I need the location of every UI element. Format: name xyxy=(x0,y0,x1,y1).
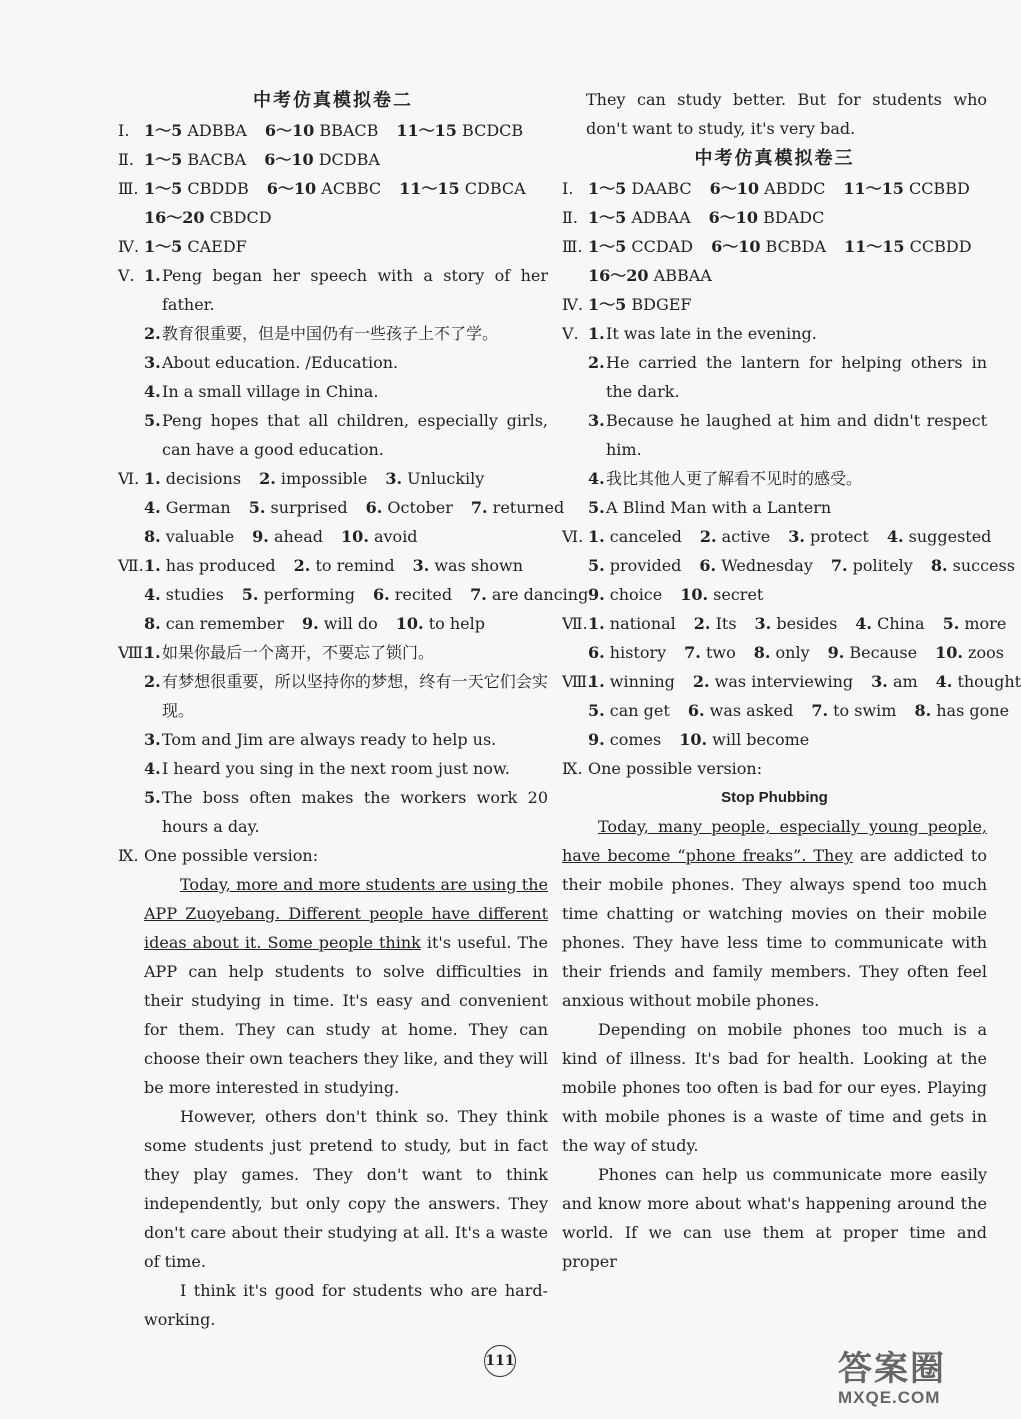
left-column xyxy=(118,85,589,1334)
answer-row-part-3b: 16～20 ABBAA xyxy=(588,266,712,285)
part-9-writing: Ⅸ. One possible version: Stop Phubbing Today, many people, especially young people, have become “phone freaks”. They are addicted to their mobile phones. They always spend too much time chatting or watching movies on their mobile phones. They have less time to communicate with their friends and family members. They often feel anxious without mobile phones. Depending on mobile phones too much is a kind of illness. It's bad for health. Looking at the mobile phones too often is bad for our eyes. Playing with mobile phones is a waste of time and gets in the way of study. Phones can help us communicate more easily and know more about what's happening around the world. If we can use them at proper time and proper xyxy=(562,754,987,1276)
essay-paragraph: Depending on mobile phones too much is a kind of illness. It's bad for health. Looking at the mobile phones too often is bad for our eyes. Playing with mobile phones is a waste of time and gets in the way of study. xyxy=(562,1020,987,1155)
list-item: 4. In a small village in China. xyxy=(144,382,379,401)
essay-paragraph: Today, many people, especially young people, have become “phone freaks”. They are addicted to their mobile phones. They always spend too much time chatting or watching movies on their mobile phones. They have less time to communicate with their friends and family members. They often feel anxious without mobile phones. xyxy=(562,817,987,1010)
answer-row-part-1: Ⅰ. 1～5 DAABC 6～10 ABDDC 11～15 CCBBD xyxy=(562,179,970,198)
list-item: 5. Peng hopes that all children, especially girls, can have a good education. xyxy=(144,411,548,459)
essay-paragraph: I think it's good for students who are hard-working. xyxy=(144,1281,548,1329)
essay-paragraph: Today, more and more students are using the APP Zuoyebang. Different people have different ideas about it. Some people think it's useful. The APP can help students to solve difficulties in their studying in time. It's easy and convenient for them. They can study at home. They can choose their own teachers they like, and they will be more interested in studying. xyxy=(144,875,548,1097)
part-5-answers xyxy=(118,261,548,464)
watermark-logo: 答案圈 MXQE.COM xyxy=(838,1349,946,1407)
list-item: Ⅴ. 1. Peng began her speech with a story of her father. xyxy=(118,266,548,314)
part-5-answers: Ⅴ. 1. It was late in the evening. 2. He carried the lantern for helping others in the dark. 3. Because he laughed at him and didn't respect him. 4. 我比其他人更了解看不见时的感受。 5. A Blind Man with a Lantern xyxy=(562,324,987,517)
essay-paragraph: Phones can help us communicate more easily and know more about what's happening around the world. If we can use them at proper time and proper xyxy=(562,1165,987,1271)
part-7-answers: Ⅶ. 1. has produced 2. to remind 3. was shown 4. studies 5. performing 6. recited 7. are dancing 8. can remember 9. will do 10. to help xyxy=(118,556,589,633)
answer-row-part-3: Ⅲ. 1～5 CBDDB 6～10 ACBBC 11～15 CDBCA xyxy=(118,179,526,198)
part-6-answers: Ⅵ. 1. canceled 2. active 3. protect 4. suggested 5. provided 6. Wednesday 7. politely 8. success 9. choice 10. secret xyxy=(562,527,1015,604)
part-8-answers: Ⅷ. 1. 如果你最后一个离开，不要忘了锁门。 2. 有梦想很重要，所以坚持你的梦想，终有一天它们会实现。 3. Tom and Jim are always ready to help us. 4. I heard you sing in the next room just now. 5. The boss often makes the workers work 20 hours a day. xyxy=(118,643,548,836)
list-item: 3. About education. /Education. xyxy=(144,353,399,372)
essay-paragraph: However, others don't think so. They think some students just pretend to study, but in fact they play games. They don't want to think independently, but only copy the answers. They don't care about their studying at all. It's a waste of time. xyxy=(144,1107,548,1271)
section-title-exam-3: 中考仿真模拟卷三 xyxy=(694,148,855,169)
part-9-writing: Ⅸ. One possible version: Today, more and more students are using the APP Zuoyebang. Different people have different ideas about it. Some people think it's useful. The APP can help students to solve difficulties in their studying in time. It's easy and convenient for them. They can study at home. They can choose their own teachers they like, and they will be more interested in studying. However, others don't think so. They think some students just pretend to study, but in fact they play games. They don't want to think independently, but only copy the answers. They don't care about their studying at all. It's a waste of time. I think it's good for students who are hard-working. xyxy=(118,841,548,1334)
answer-row-part-1: Ⅰ. 1～5 ADBBA 6～10 BBACB 11～15 BCDCB xyxy=(118,121,524,140)
part-6-answers: Ⅵ. 1. decisions 2. impossible 3. Unluckily 4. German 5. surprised 6. October 7. returned 8. valuable 9. ahead 10. avoid xyxy=(118,469,565,546)
page-number: 111 xyxy=(480,1345,520,1385)
part-7-answers: Ⅶ. 1. national 2. Its 3. besides 4. China 5. more 6. history 7. two 8. only 9. Because 10. zoos xyxy=(562,614,1007,662)
right-column xyxy=(562,85,1021,1276)
answer-row-part-2: Ⅱ. 1～5 ADBAA 6～10 BDADC xyxy=(562,208,825,227)
answer-row-part-3b: 16～20 CBDCD xyxy=(144,208,272,227)
continued-text: They can study better. But for students who don't want to study, it's very bad. xyxy=(586,90,987,138)
answer-row-part-4: Ⅳ. 1～5 CAEDF xyxy=(118,237,247,256)
answer-row-part-4: Ⅳ. 1～5 BDGEF xyxy=(562,295,692,314)
answer-row-part-2: Ⅱ. 1～5 BACBA 6～10 DCDBA xyxy=(118,150,380,169)
list-item: 2. 教育很重要，但是中国仍有一些孩子上不了学。 xyxy=(144,324,499,343)
answer-row-part-3: Ⅲ. 1～5 CCDAD 6～10 BCBDA 11～15 CCBDD xyxy=(562,237,972,256)
essay-title: Stop Phubbing xyxy=(721,789,828,806)
part-8-answers: Ⅷ. 1. winning 2. was interviewing 3. am 4. thought 5. can get 6. was asked 7. to swim 8. has gone 9. comes 10. will become xyxy=(562,672,1021,749)
section-title-exam-2: 中考仿真模拟卷二 xyxy=(253,90,413,111)
